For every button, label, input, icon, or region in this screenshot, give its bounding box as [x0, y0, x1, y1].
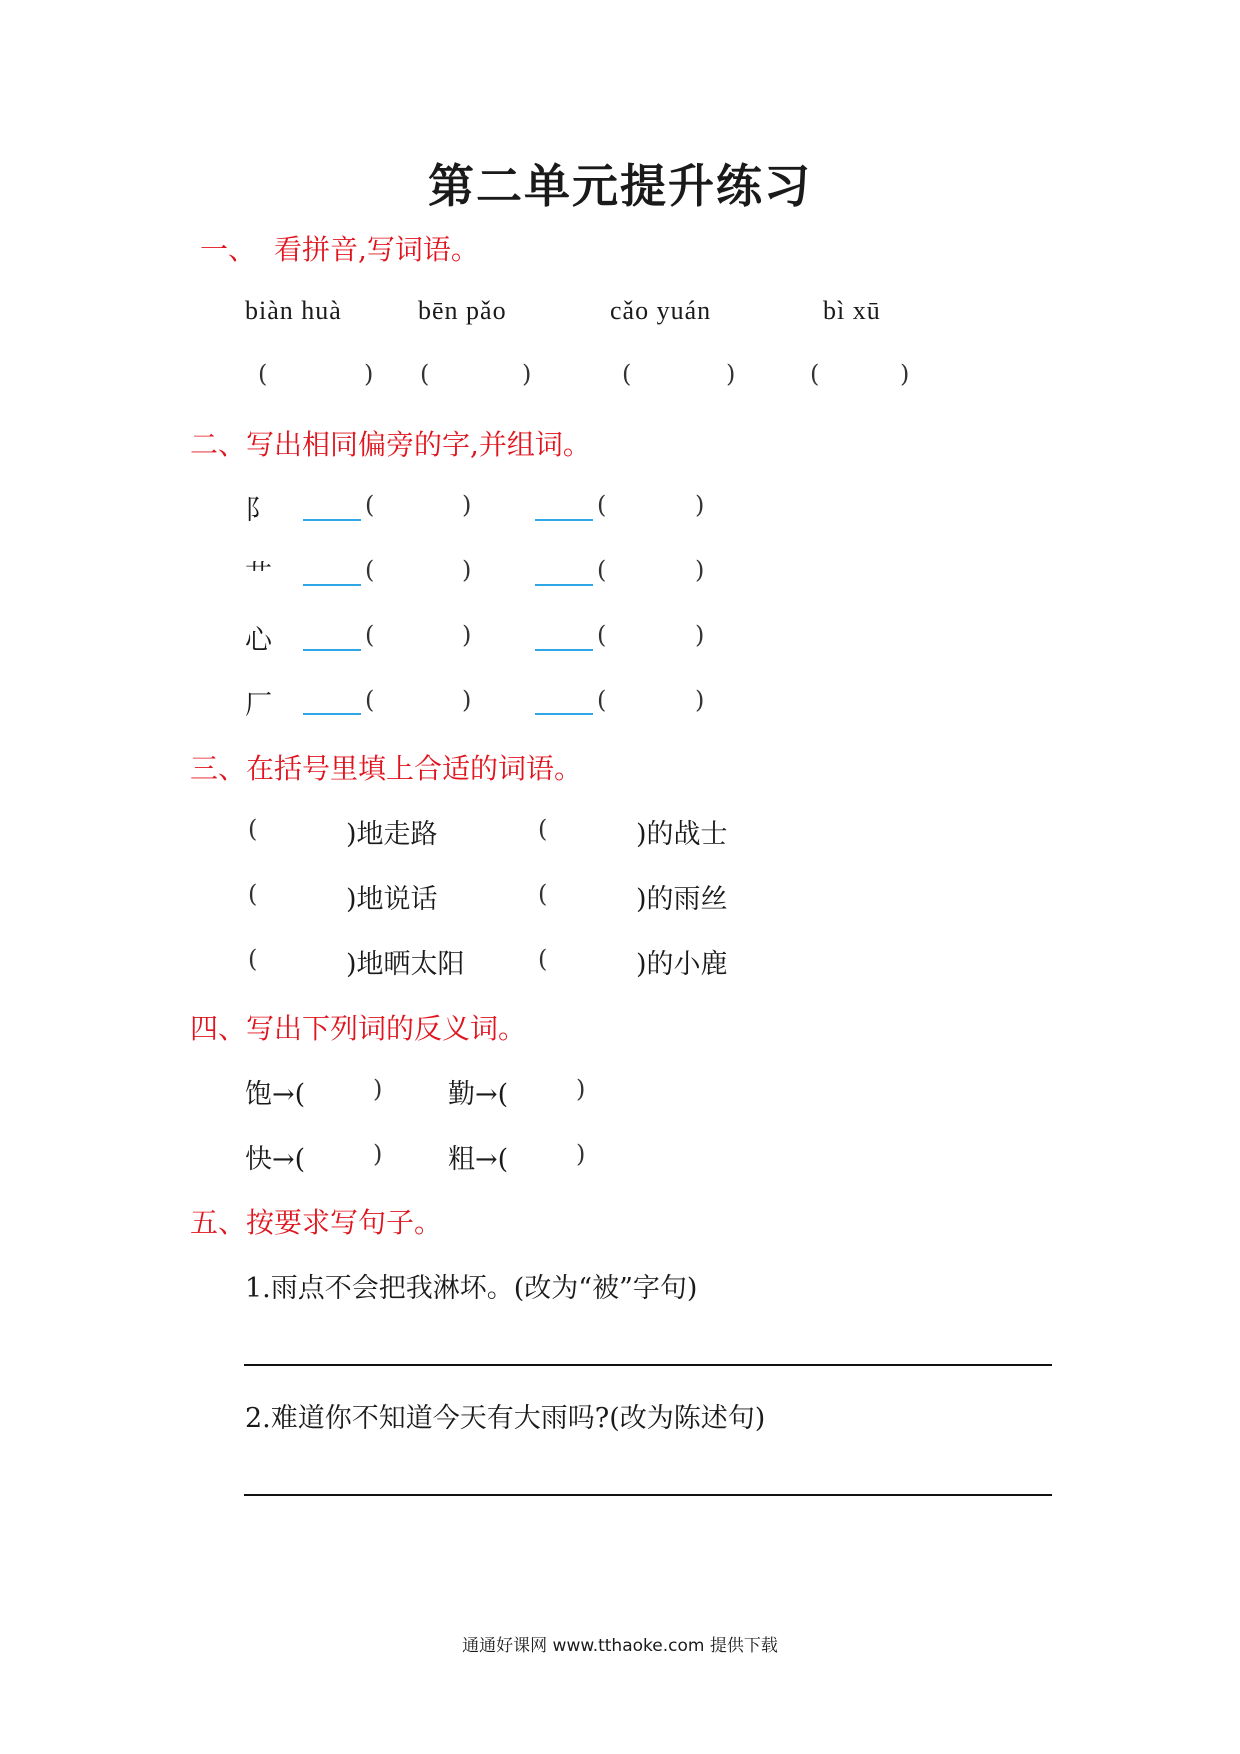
fill-blank-line[interactable] [303, 519, 361, 521]
answer-close-paren: ) [462, 621, 472, 649]
answer-close-paren: ) [462, 556, 472, 584]
answer-close-paren: ) [462, 686, 472, 714]
fill-blank-line[interactable] [535, 519, 593, 521]
answer-open-paren: ( [365, 686, 375, 714]
antonym-qin: 勤→( [448, 1079, 509, 1110]
phrase-walk: )地走路 [346, 819, 438, 850]
answer-close-paren: ) [522, 360, 532, 388]
answer-close-paren: ) [364, 360, 374, 388]
fill-blank-line[interactable] [535, 584, 593, 586]
answer-close-paren: ) [576, 1140, 586, 1168]
pinyin-bixu: bì xū [823, 296, 881, 325]
answer-open-paren: ( [597, 686, 607, 714]
answer-open-paren: ( [420, 360, 430, 388]
radical-cao: 艹 [245, 560, 272, 591]
phrase-soldier: )的战士 [636, 819, 728, 850]
phrase-sunbathe: )地晒太阳 [346, 949, 465, 980]
answer-close-paren: ) [576, 1075, 586, 1103]
answer-close-paren: ) [900, 360, 910, 388]
fill-blank-line[interactable] [535, 713, 593, 715]
answer-open-paren: ( [538, 880, 548, 908]
answer-close-paren: ) [695, 686, 705, 714]
pinyin-caoyuan: cǎo yuán [610, 296, 712, 325]
answer-open-paren: ( [365, 556, 375, 584]
phrase-deer: )的小鹿 [636, 949, 728, 980]
answer-open-paren: ( [248, 880, 258, 908]
answer-close-paren: ) [373, 1140, 383, 1168]
answer-open-paren: ( [538, 815, 548, 843]
phrase-rain: )的雨丝 [636, 884, 728, 915]
answer-close-paren: ) [373, 1075, 383, 1103]
section-2-heading: 二、写出相同偏旁的字,并组词。 [190, 428, 591, 461]
answer-open-paren: ( [365, 621, 375, 649]
footer-source: 通通好课网 www.tthaoke.com 提供下载 [462, 1636, 778, 1656]
answer-close-paren: ) [695, 556, 705, 584]
answer-open-paren: ( [248, 815, 258, 843]
answer-open-paren: ( [597, 491, 607, 519]
pinyin-benpao: bēn pǎo [418, 296, 507, 325]
answer-open-paren: ( [597, 621, 607, 649]
answer-close-paren: ) [695, 621, 705, 649]
fill-blank-line[interactable] [535, 649, 593, 651]
answer-open-paren: ( [538, 945, 548, 973]
antonym-cu: 粗→( [448, 1144, 509, 1175]
question-2: 2.难道你不知道今天有大雨吗?(改为陈述句) [245, 1403, 766, 1434]
section-1-number: 一、 [200, 233, 257, 266]
fill-blank-line[interactable] [303, 649, 361, 651]
answer-line-2[interactable] [244, 1494, 1052, 1496]
answer-close-paren: ) [462, 491, 472, 519]
answer-open-paren: ( [365, 491, 375, 519]
radical-chang: 厂 [245, 690, 272, 721]
antonym-bao: 饱→( [245, 1079, 306, 1110]
fill-blank-line[interactable] [303, 713, 361, 715]
fill-blank-line[interactable] [303, 584, 361, 586]
radical-xin: 心 [245, 625, 272, 656]
answer-open-paren: ( [622, 360, 632, 388]
phrase-speak: )地说话 [346, 884, 438, 915]
answer-open-paren: ( [810, 360, 820, 388]
radical-fu: 阝 [245, 495, 272, 526]
answer-open-paren: ( [258, 360, 268, 388]
section-4-heading: 四、写出下列词的反义词。 [190, 1012, 527, 1045]
section-3-heading: 三、在括号里填上合适的词语。 [190, 752, 583, 785]
section-5-heading: 五、按要求写句子。 [190, 1206, 443, 1239]
answer-open-paren: ( [248, 945, 258, 973]
answer-close-paren: ) [726, 360, 736, 388]
antonym-kuai: 快→( [245, 1144, 306, 1175]
pinyin-bianhua: biàn huà [245, 296, 342, 325]
answer-close-paren: ) [695, 491, 705, 519]
question-1: 1.雨点不会把我淋坏。(改为“被”字句) [245, 1273, 698, 1304]
answer-line-1[interactable] [244, 1364, 1052, 1366]
page-title: 第二单元提升练习 [428, 159, 812, 213]
answer-open-paren: ( [597, 556, 607, 584]
section-1-heading: 看拼音,写词语。 [274, 233, 479, 266]
